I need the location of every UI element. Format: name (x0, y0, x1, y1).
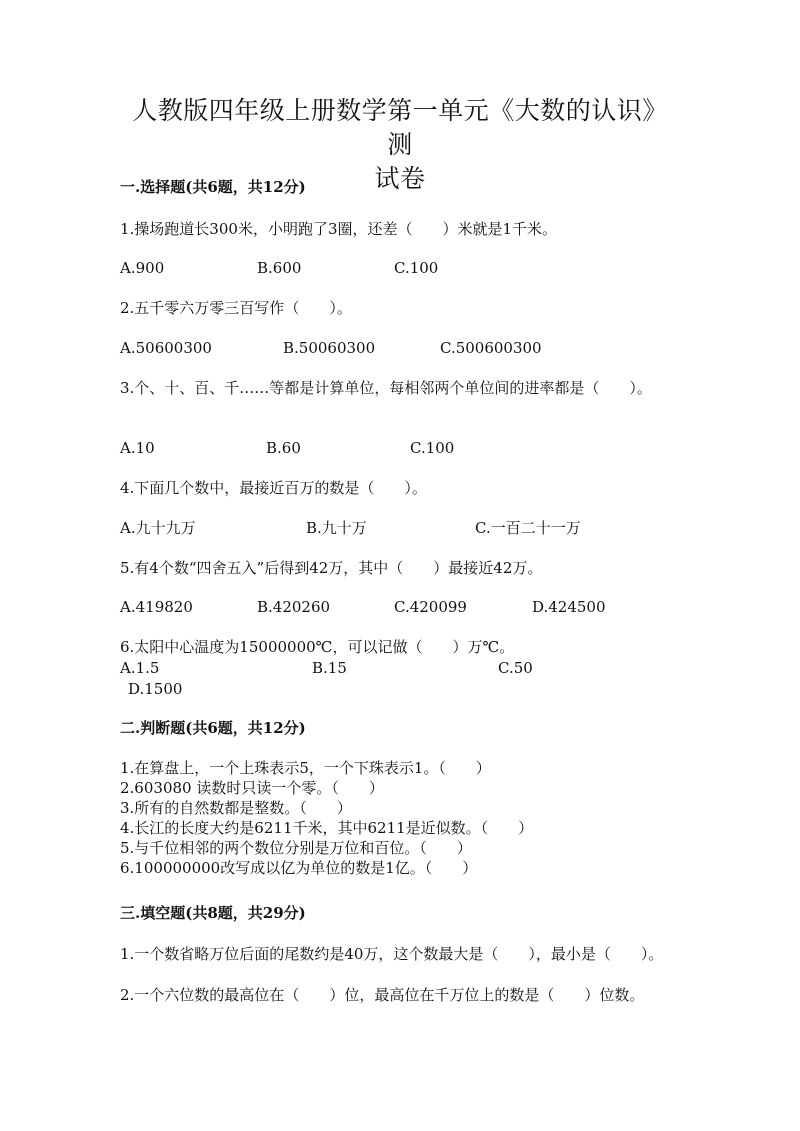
fill-item-2: 2.一个六位数的最高位在（ ）位，最高位在千万位上的数是（ ）位数。 (120, 986, 645, 1004)
option-b[interactable]: B.60 (266, 439, 301, 457)
option-a[interactable]: A.1.5 (120, 659, 160, 677)
judge-list (120, 758, 680, 878)
option-a[interactable]: A.419820 (120, 598, 193, 616)
fill-item-1: 1.一个数省略万位后面的尾数约是40万，这个数最大是（ ），最小是（ ）。 (120, 945, 664, 963)
list-item: 2.603080 读数时只读一个零。（ ） (120, 779, 384, 797)
option-b[interactable]: B.九十万 (306, 519, 367, 537)
option-c[interactable]: C.100 (394, 259, 439, 277)
section-heading-choice: 一.选择题(共6题，共12分) (120, 178, 306, 196)
question-1-1: 1.操场跑道长300米，小明跑了3圈，还差（ ）米就是1千米。 (120, 220, 558, 238)
option-a[interactable]: A.900 (120, 259, 165, 277)
list-item: 5.与千位相邻的两个数位分别是万位和百位。（ ） (120, 839, 472, 857)
option-a[interactable]: A.10 (120, 439, 155, 457)
option-c[interactable]: C.420099 (394, 598, 467, 616)
option-b[interactable]: B.420260 (257, 598, 331, 616)
list-item: 4.长江的长度大约是6211千米，其中6211是近似数。（ ） (120, 819, 534, 837)
page-title (120, 0, 680, 196)
option-c[interactable]: C.100 (410, 439, 455, 457)
question-1-6: 6.太阳中心温度为15000000℃，可以记做（ ）万℃。 (120, 638, 515, 656)
section-heading-fill: 三.填空题(共8题，共29分) (120, 904, 306, 922)
option-c[interactable]: C.一百二十一万 (475, 519, 581, 537)
option-d[interactable]: D.424500 (532, 598, 606, 616)
title-line-1: 人教版四年级上册数学第一单元《大数的认识》测 (132, 96, 668, 159)
question-1-4: 4.下面几个数中，最接近百万的数是（ ）。 (120, 479, 427, 497)
question-1-5: 5.有4个数“四舍五入”后得到42万，其中（ ）最接近42万。 (120, 559, 543, 577)
option-b[interactable]: B.600 (257, 259, 302, 277)
option-b[interactable]: B.15 (312, 659, 347, 677)
list-item: 6.100000000改写成以亿为单位的数是1亿。（ ） (120, 859, 478, 877)
question-1-2: 2.五千零六万零三百写作（ ）。 (120, 299, 352, 317)
option-d[interactable]: D.1500 (128, 680, 183, 698)
section-heading-judge: 二.判断题(共6题，共12分) (120, 719, 306, 737)
option-b[interactable]: B.50060300 (283, 339, 376, 357)
title-line-2: 试卷 (374, 164, 426, 193)
option-a[interactable]: A.九十九万 (120, 519, 196, 537)
list-item: 3.所有的自然数都是整数。（ ） (120, 799, 352, 817)
list-item: 1.在算盘上，一个上珠表示5，一个下珠表示1。（ ） (120, 759, 491, 777)
option-a[interactable]: A.50600300 (120, 339, 212, 357)
question-1-3: 3.个、十、百、千……等都是计算单位，每相邻两个单位间的进率都是（ ）。 (120, 379, 652, 397)
option-c[interactable]: C.500600300 (440, 339, 542, 357)
option-c[interactable]: C.50 (498, 659, 533, 677)
